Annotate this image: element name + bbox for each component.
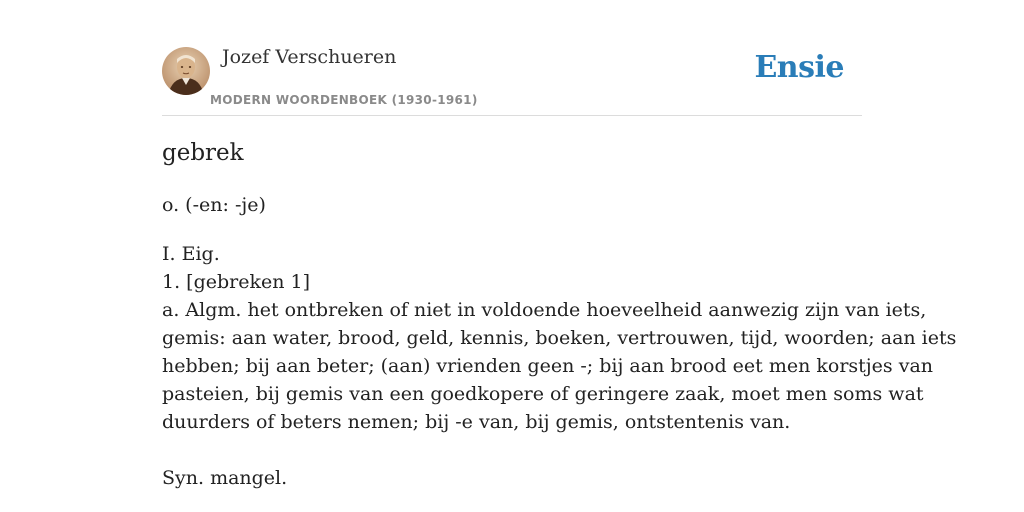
- paragraph-gap: [162, 436, 862, 464]
- definition-line: I. Eig.: [162, 243, 220, 265]
- definition-line: pasteien, bij gemis van een goedkopere of geringere zaak, moet men soms wat: [162, 383, 924, 405]
- definition-line: duurders of beters nemen; bij -e van, bij gemis, ontstentenis van.: [162, 411, 791, 433]
- definition-line: hebben; bij aan beter; (aan) vrienden geen -; bij aan brood eet men korstjes van: [162, 355, 934, 377]
- ensie-logo[interactable]: Ensie: [754, 50, 844, 85]
- entry-card: [162, 0, 957, 512]
- entry-headword: gebrek: [162, 140, 244, 166]
- definition-line: a. Algm. het ontbreken of niet in voldoende hoeveelheid aanwezig zijn van iets,: [162, 299, 927, 321]
- dictionary-source[interactable]: MODERN WOORDENBOEK (1930-1961): [210, 93, 478, 107]
- author-name[interactable]: Jozef Verschueren: [222, 46, 397, 68]
- entry-grammar: o. (-en: -je): [162, 194, 266, 216]
- definition-line: 1. [gebreken 1]: [162, 271, 311, 293]
- portrait-icon: [162, 47, 210, 95]
- synonym-line: Syn. mangel.: [162, 467, 288, 489]
- entry-header: [162, 0, 862, 116]
- definition-line: gemis: aan water, brood, geld, kennis, boeken, vertrouwen, tijd, woorden; aan iets: [162, 327, 957, 349]
- author-avatar[interactable]: [162, 47, 210, 95]
- entry-definition: [162, 240, 957, 492]
